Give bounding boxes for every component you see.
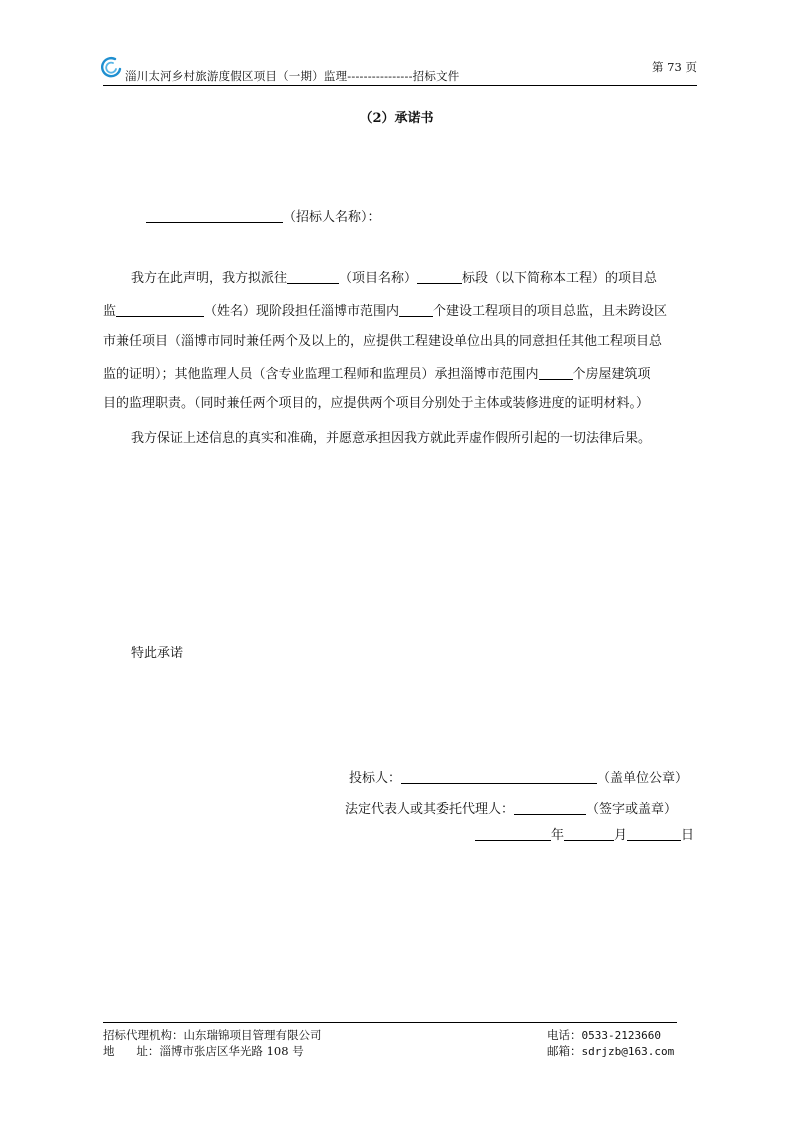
agency-label: 招标代理机构：	[103, 1028, 184, 1042]
body-text: 监的证明）；其他监理人员（含专业监理工程师和监理员）承担淄博市范围内	[103, 367, 539, 382]
year-blank[interactable]	[475, 827, 551, 841]
email-label: 邮箱：	[547, 1044, 582, 1058]
body-text: 个房屋建筑项	[572, 367, 651, 382]
footer-address	[103, 1043, 304, 1059]
project-name-blank[interactable]	[287, 270, 339, 284]
bidder-label: 投标人：	[349, 771, 402, 786]
day-blank[interactable]	[627, 827, 681, 841]
section-blank[interactable]	[417, 270, 462, 284]
recipient-line	[146, 209, 381, 224]
bidder-blank[interactable]	[401, 770, 597, 784]
month-label: 月	[614, 828, 628, 843]
footer-agency	[103, 1027, 322, 1043]
body-line-4	[103, 366, 651, 381]
document-title: （2）承诺书	[359, 111, 434, 126]
representative-blank[interactable]	[514, 801, 586, 815]
header-title: 淄川太河乡村旅游度假区项目（一期）监理----------------招标文件	[125, 69, 460, 83]
phone-value: 0533-2123660	[581, 1029, 661, 1042]
recipient-suffix: （招标人名称）：	[283, 210, 381, 225]
bidder-suffix: （盖单位公章）	[597, 771, 689, 786]
month-blank[interactable]	[564, 827, 614, 841]
body-line-2	[103, 303, 667, 318]
header-divider	[103, 85, 697, 86]
body-text: （项目名称）	[339, 271, 418, 286]
page-number: 第 73 页	[652, 60, 697, 74]
body-text: 监	[103, 304, 117, 319]
body-line-1	[131, 270, 657, 285]
representative-label: 法定代表人或其委托代理人：	[345, 802, 515, 817]
day-label: 日	[681, 828, 695, 843]
address-label: 地 址：	[103, 1044, 160, 1058]
body-text: （姓名）现阶段担任淄博市范围内	[204, 304, 400, 319]
footer-divider	[103, 1022, 677, 1023]
recipient-blank[interactable]	[146, 209, 283, 223]
representative-suffix: （签字或盖章）	[586, 802, 678, 817]
footer-email	[547, 1043, 674, 1059]
address-value: 淄博市张店区华光路 108 号	[159, 1044, 304, 1058]
body-text: 我方在此声明，我方拟派往	[131, 271, 288, 286]
email-value: sdrjzb@163.com	[581, 1045, 675, 1058]
body-line-3: 市兼任项目（淄博市同时兼任两个及以上的，应提供工程建设单位出具的同意担任其他工程项目总	[103, 334, 663, 349]
body-text: 个建设工程项目的项目总监，且未跨设区	[433, 304, 668, 319]
body-line-6: 我方保证上述信息的真实和准确，并愿意承担因我方就此弄虚作假所引起的一切法律后果。	[131, 431, 652, 446]
footer-phone	[547, 1027, 661, 1043]
agency-value: 山东瑞锦项目管理有限公司	[183, 1028, 322, 1042]
director-name-blank[interactable]	[116, 303, 204, 317]
date-line	[475, 827, 694, 842]
body-text: 标段（以下简称本工程）的项目总	[462, 271, 658, 286]
staff-project-count-blank[interactable]	[539, 366, 573, 380]
body-line-5: 目的监理职责。（同时兼任两个项目的，应提供两个项目分别处于主体或装修进度的证明材料。）	[103, 396, 650, 411]
closing-statement: 特此承诺	[131, 646, 184, 661]
year-label: 年	[551, 828, 565, 843]
phone-label: 电话：	[547, 1028, 582, 1042]
project-count-blank[interactable]	[399, 303, 433, 317]
company-logo-icon	[101, 56, 123, 78]
bidder-line	[349, 770, 688, 785]
representative-line	[345, 801, 677, 816]
